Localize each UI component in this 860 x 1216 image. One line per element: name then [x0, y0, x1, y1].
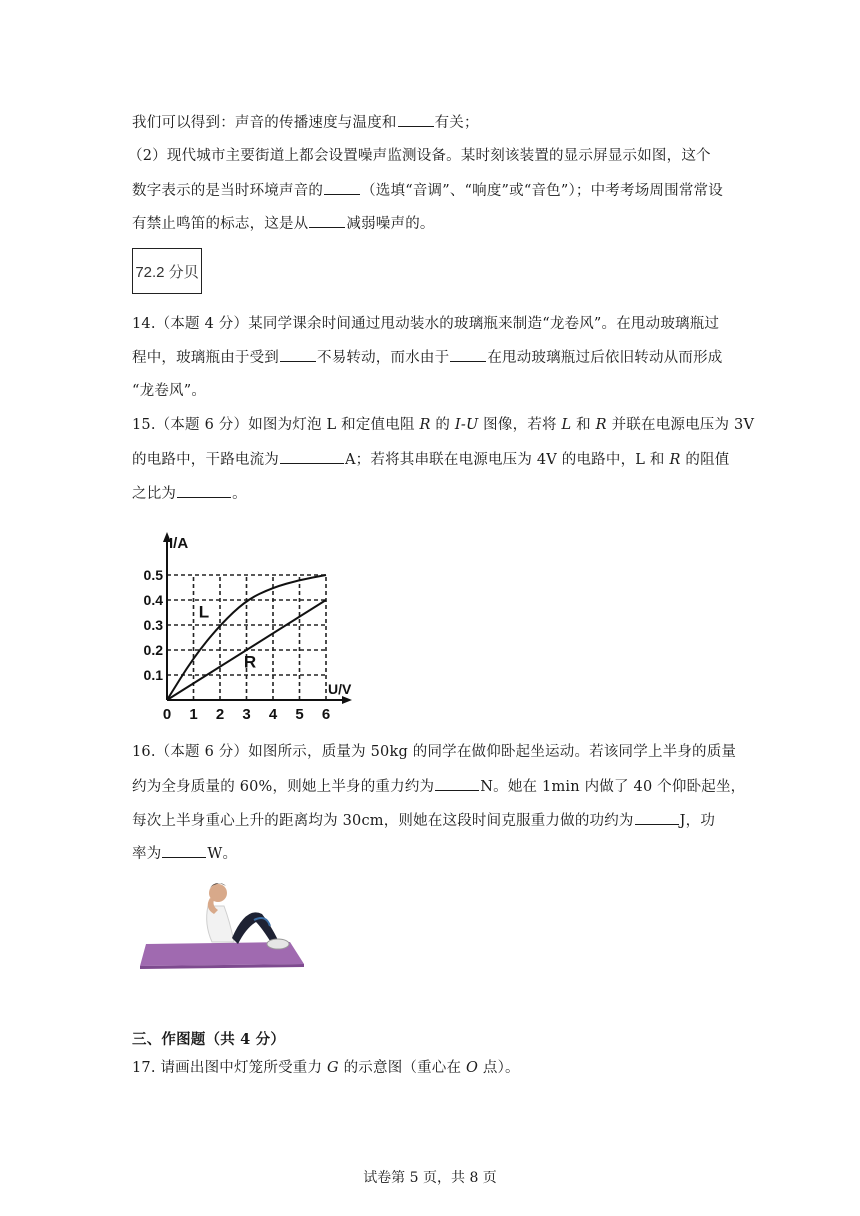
x-axis-label: U/V — [328, 681, 352, 697]
q15-text: 的阻值 — [680, 452, 730, 468]
q15-text: 的 — [430, 417, 455, 433]
q13-line3 — [132, 180, 723, 201]
iu-chart — [140, 532, 370, 724]
var-L: L — [561, 417, 572, 433]
series-label-R: R — [243, 652, 257, 672]
shoe — [267, 939, 289, 949]
q15-text: 并联在电源电压为 3V — [606, 417, 755, 433]
var-R: R — [595, 417, 607, 433]
series-label-L: L — [198, 602, 210, 622]
q15-line2 — [132, 449, 729, 470]
q15-text: 和 — [571, 417, 596, 433]
q15-line1 — [132, 415, 754, 435]
q13-line1 — [132, 112, 479, 133]
answer-blank[interactable] — [324, 180, 360, 195]
q16-line2 — [132, 776, 745, 797]
chart-grid — [167, 575, 326, 700]
q13-text: 减弱噪声的。 — [346, 216, 435, 232]
q14-text: 不易转动，而水由于 — [317, 350, 450, 366]
q14-line1: 14.（本题 4 分）某同学课余时间通过甩动装水的玻璃瓶来制造“龙卷风”。在甩动玻璃瓶过 — [132, 316, 720, 332]
q16-text: J，功 — [679, 813, 716, 829]
answer-blank[interactable] — [177, 483, 231, 498]
q16-text: 率为 — [132, 846, 162, 862]
q13-text: 有禁止鸣笛的标志，这是从 — [132, 216, 309, 232]
q16-text: N。她在 1min 内做了 40 个仰卧起坐， — [480, 779, 746, 795]
answer-blank[interactable] — [635, 810, 679, 825]
y-tick-label: 0.2 — [143, 642, 163, 658]
section-title: 三、作图题（共 4 分） — [132, 1031, 286, 1048]
q16-text: 每次上半身重心上升的距离均为 30cm，则她在这段时间克服重力做的功约为 — [132, 813, 634, 829]
q14-line3: “龙卷风”。 — [132, 383, 207, 399]
answer-blank[interactable] — [162, 843, 206, 858]
x-tick-label: 6 — [321, 706, 331, 723]
noise-monitor-display: 72.2 分贝 — [132, 248, 202, 294]
answer-blank[interactable] — [309, 213, 345, 228]
x-tick-label: 2 — [215, 706, 225, 723]
q16-text: 约为全身质量的 60%，则她上半身的重力约为 — [132, 779, 435, 795]
q17-text: 17. 请画出图中灯笼所受重力 — [132, 1060, 327, 1076]
x-axis-arrow — [342, 696, 352, 704]
q16-line4 — [132, 843, 237, 864]
q15-text: 的电路中，干路电流为 — [132, 452, 279, 468]
page-footer: 试卷第 5 页，共 8 页 — [363, 1170, 497, 1186]
q14-line2 — [132, 347, 723, 368]
x-tick-label: 0 — [162, 706, 172, 723]
y-tick-label: 0.5 — [143, 567, 163, 583]
x-tick-label: 3 — [242, 706, 251, 723]
answer-blank[interactable] — [398, 112, 434, 127]
answer-blank[interactable] — [280, 347, 316, 362]
q17-text: 的示意图（重心在 — [338, 1060, 466, 1076]
y-tick-label: 0.1 — [143, 667, 163, 683]
var-R: R — [669, 452, 681, 468]
q14-text: 程中，玻璃瓶由于受到 — [132, 350, 279, 366]
q13-text: 我们可以得到：声音的传播速度与温度和 — [132, 115, 397, 131]
q13-text: 数字表示的是当时环境声音的 — [132, 183, 324, 199]
answer-blank[interactable] — [450, 347, 486, 362]
q15-text: 。 — [232, 486, 247, 502]
legs — [232, 912, 278, 944]
q13-text: 有关； — [434, 115, 479, 131]
q14-text: 在甩动玻璃瓶过后依旧转动从而形成 — [487, 350, 723, 366]
y-axis-label: I/A — [169, 535, 189, 552]
q17-text: 点）。 — [478, 1060, 520, 1076]
var-IU: I-U — [454, 417, 479, 433]
y-tick-label: 0.3 — [143, 617, 163, 633]
answer-blank[interactable] — [280, 449, 344, 464]
q13-text: （选填“音调”、“响度”或“音色”）；中考考场周围常常设 — [361, 183, 723, 199]
q16-text: W。 — [207, 846, 238, 862]
q17-line — [132, 1058, 520, 1078]
q15-text: 15.（本题 6 分）如图为灯泡 L 和定值电阻 — [132, 417, 420, 433]
answer-blank[interactable] — [435, 776, 479, 791]
var-G: G — [326, 1060, 339, 1076]
x-tick-label: 1 — [189, 706, 198, 723]
q15-text: A；若将其串联在电源电压为 4V 的电路中，L 和 — [345, 452, 670, 468]
x-tick-label: 5 — [295, 706, 304, 723]
q15-text: 图像，若将 — [478, 417, 562, 433]
y-tick-label: 0.4 — [143, 592, 163, 608]
q16-line1: 16.（本题 6 分）如图所示，质量为 50kg 的同学在做仰卧起坐运动。若该同学上半身的质量 — [132, 744, 737, 760]
var-R: R — [419, 417, 431, 433]
chart-axes — [163, 532, 352, 704]
q13-line2: （2）现代城市主要街道上都会设置噪声监测设备。某时刻该装置的显示屏显示如图，这个 — [128, 148, 711, 164]
q16-line3 — [132, 810, 715, 831]
situp-illustration — [138, 876, 306, 970]
x-tick-label: 4 — [268, 706, 278, 723]
q13-line4 — [132, 213, 435, 234]
q15-line3 — [132, 483, 247, 504]
q15-text: 之比为 — [132, 486, 177, 502]
var-O: O — [466, 1060, 479, 1076]
